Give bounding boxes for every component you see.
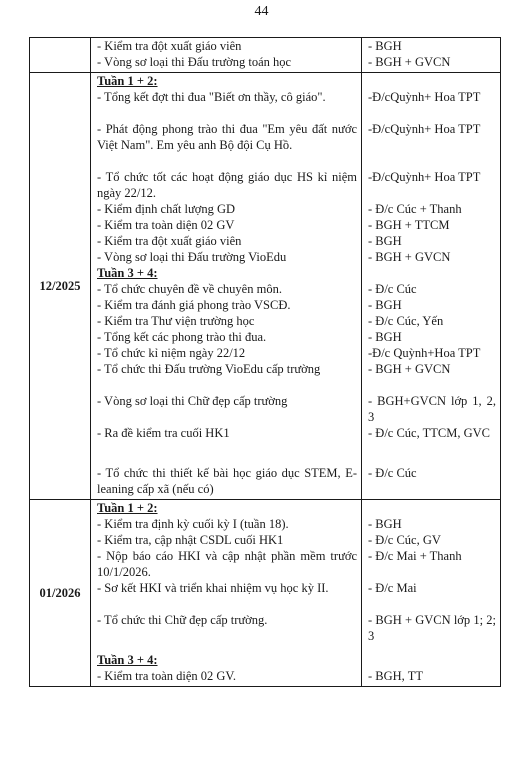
owner-text: - BGH + GVCN [368,55,451,69]
owner-text: -Đ/cQuỳnh+ Hoa TPT [368,122,481,136]
task-text: - Vòng sơ loại thi Đấu trường toán học [97,55,292,69]
owner-cell [362,73,501,500]
owner-text: - BGH+GVCN lớp 1, 2, 3 [368,394,496,424]
task-text: - Ra đề kiểm tra cuối HK1 [97,426,230,440]
task-cell [91,38,362,73]
page-number: 44 [254,4,269,19]
owner-text: - BGH, TT [368,669,423,683]
owner-text: - BGH + GVCN [368,362,451,376]
task-text: - Kiểm tra đột xuất giáo viên [97,234,242,248]
task-cell [91,500,362,687]
owner-text: - Đ/c Cúc [368,282,417,296]
owner-text: - Đ/c Cúc, Yến [368,314,444,328]
owner-text: - Đ/c Mai [368,581,417,595]
owner-text: -Đ/cQuỳnh+ Hoa TPT [368,90,481,104]
owner-text: - Đ/c Cúc, GV [368,533,441,547]
task-text: - Kiểm tra định kỳ cuối kỳ I (tuần 18). [97,517,289,531]
task-text: - Vòng sơ loại thi Chữ đẹp cấp trường [97,394,288,408]
plan-row [30,38,501,73]
task-text: - Kiểm tra toàn diện 02 GV. [97,669,236,683]
owner-text: - BGH + TTCM [368,218,450,232]
plan-row [30,73,501,500]
task-text: - Nộp báo cáo HKI và cập nhật phần mềm trước 10/1/2026. [97,549,357,579]
month-cell: 01/2026 [30,500,91,687]
task-text: - Phát động phong trào thi đua "Em yêu đất nước Việt Nam". Em yêu anh Bộ đội Cụ Hồ. [97,122,357,152]
owner-text: - BGH + GVCN lớp 1; 2; 3 [368,613,496,643]
task-text: - Kiểm định chất lượng GD [97,202,236,216]
task-text: - Tổng kết các phong trào thi đua. [97,330,267,344]
month-cell [30,38,91,73]
task-text: - Tổ chức thi Chữ đẹp cấp trường. [97,613,268,627]
task-text: - Kiểm tra, cập nhật CSDL cuối HK1 [97,533,284,547]
task-text: - Kiểm tra đánh giá phong trào VSCĐ. [97,298,291,312]
plan-row [30,500,501,687]
week-heading: Tuần 3 + 4: [97,653,158,667]
week-heading: Tuần 1 + 2: [97,501,158,515]
task-text: - Sơ kết HKI và triển khai nhiệm vụ học kỳ II. [97,581,329,595]
owner-text: -Đ/cQuỳnh+ Hoa TPT [368,170,481,184]
owner-text: - BGH [368,330,402,344]
task-text: - Vòng sơ loại thi Đấu trường VioEdu [97,250,287,264]
task-text: - Tổ chức tốt các hoạt động giáo dục HS kỉ niệm ngày 22/12. [97,170,357,200]
task-text: - Kiểm tra đột xuất giáo viên [97,39,242,53]
owner-cell [362,38,501,73]
owner-text: - Đ/c Cúc + Thanh [368,202,462,216]
task-text: - Kiểm tra Thư viện trường học [97,314,255,328]
task-text: - Tổ chức chuyên đề về chuyên môn. [97,282,282,296]
task-cell [91,73,362,500]
owner-text: - BGH [368,298,402,312]
owner-text: - Đ/c Cúc, TTCM, GVC [368,426,490,440]
task-text: - Tổng kết đợt thi đua "Biết ơn thầy, cô giáo". [97,90,326,104]
task-text: - Tổ chức kỉ niệm ngày 22/12 [97,346,246,360]
owner-text: - BGH [368,39,402,53]
owner-text: - BGH + GVCN [368,250,451,264]
week-heading: Tuần 3 + 4: [97,266,158,280]
owner-text: -Đ/c Quỳnh+Hoa TPT [368,346,481,360]
owner-text: - Đ/c Cúc [368,466,417,480]
task-text: - Tổ chức thi thiết kế bài học giáo dục STEM, E-leaning cấp xã (nếu có) [97,466,357,496]
week-heading: Tuần 1 + 2: [97,74,158,88]
plan-table [29,37,501,687]
task-text: - Tổ chức thi Đấu trường VioEdu cấp trường [97,362,321,376]
owner-text: - BGH [368,234,402,248]
task-text: - Kiểm tra toàn diện 02 GV [97,218,235,232]
owner-cell [362,500,501,687]
owner-text: - Đ/c Mai + Thanh [368,549,462,563]
owner-text: - BGH [368,517,402,531]
month-cell: 12/2025 [30,73,91,500]
